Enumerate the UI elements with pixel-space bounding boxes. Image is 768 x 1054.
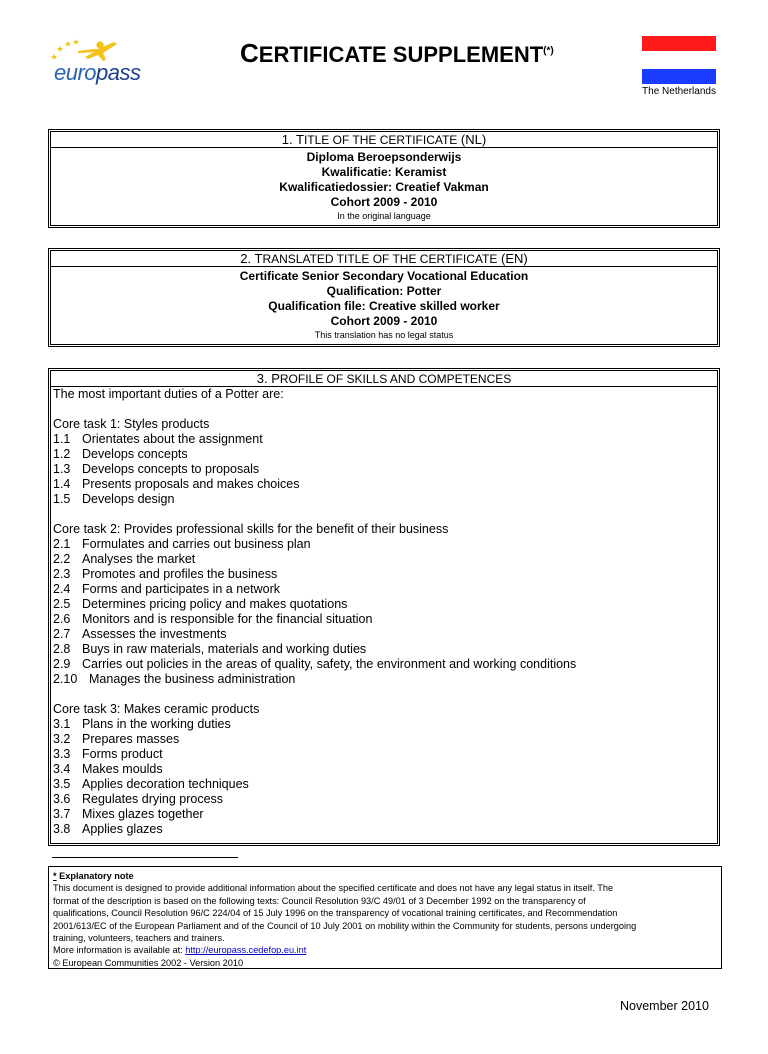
note-line: 2001/613/EC of the European Parliament and of the Council of 10 July 2001 on mobility within the Community for students, persons undergoing [53, 920, 637, 931]
section3-body [51, 387, 717, 837]
flag-blue-stripe [642, 69, 716, 84]
note-line: This document is designed to provide additional information about the specified certificate and does not have any legal status in itself. The [53, 883, 614, 894]
item-number: 3.6 [53, 792, 71, 806]
original-diploma-line: Diploma Beroepsonderwijs [306, 150, 462, 164]
list-item [53, 672, 717, 687]
copyright-line: © European Communities 2002 - Version 2010 [53, 957, 244, 968]
title-initial: C [240, 38, 259, 68]
item-number: 2.2 [53, 552, 71, 566]
item-number: 1.2 [53, 447, 71, 461]
europass-logo [48, 36, 148, 90]
section3-heading-text: ROFILE OF SKILLS AND COMPETENCES [279, 372, 512, 386]
item-text: Develops design [82, 492, 175, 506]
item-text: Applies decoration techniques [82, 777, 249, 791]
title-rest: ERTIFICATE SUPPLEMENT [258, 42, 544, 67]
list-item [53, 537, 717, 552]
list-item [53, 462, 717, 477]
section1-heading-text: ITLE OF THE CERTIFICATE [303, 133, 458, 147]
item-number: 3.8 [53, 822, 71, 836]
item-text: Mixes glazes together [82, 807, 204, 821]
note-line: qualifications, Council Resolution 96/C 224/04 of 15 July 1996 on the transparency of vocational training certificates, and Recommendation [53, 908, 618, 919]
list-item [53, 447, 717, 462]
original-cohort-line: Cohort 2009 - 2010 [330, 195, 438, 209]
note-line: format of the description is based on the following texts: Council Resolution 93/C 49/01 of 3 December 1992 on the transparency of [53, 895, 586, 906]
list-item [53, 822, 717, 837]
europass-link[interactable]: http://europass.cedefop.eu.int [185, 945, 307, 956]
item-number: 1.5 [53, 492, 71, 506]
section-skills-competences [48, 368, 720, 846]
footnote-star: * [53, 871, 57, 881]
more-info-line [53, 944, 717, 956]
document-date: November 2010 [620, 999, 709, 1013]
section1-heading-lang: (NL) [457, 132, 487, 147]
item-number: 3.2 [53, 732, 71, 746]
list-item [53, 792, 717, 807]
flag-red-stripe [642, 36, 716, 51]
item-text: Develops concepts [82, 447, 188, 461]
original-dossier-line: Kwalificatiedossier: Creatief Vakman [279, 180, 489, 194]
item-text: Prepares masses [82, 732, 180, 746]
item-text: Buys in raw materials, materials and working duties [82, 642, 367, 656]
footnote-separator [52, 857, 238, 858]
item-text: Makes moulds [82, 762, 163, 776]
translated-file-line: Qualification file: Creative skilled worker [268, 299, 500, 313]
item-text: Orientates about the assignment [82, 432, 263, 446]
item-number: 2.6 [53, 612, 71, 626]
item-number: 1.4 [53, 477, 71, 491]
item-number: 1.1 [53, 432, 71, 446]
item-text: Forms and participates in a network [82, 582, 281, 596]
document-title [240, 38, 554, 69]
list-item [53, 552, 717, 567]
item-text: Monitors and is responsible for the financial situation [82, 612, 373, 626]
item-text: Promotes and profiles the business [82, 567, 278, 581]
list-item [53, 582, 717, 597]
core-task-1-title: Core task 1: Styles products [53, 417, 210, 431]
list-item [53, 432, 717, 447]
list-item [53, 567, 717, 582]
more-info-text: More information is available at: [53, 945, 186, 956]
translated-certificate-line: Certificate Senior Secondary Vocational Education [239, 269, 529, 283]
netherlands-flag-icon [642, 36, 716, 84]
item-text: Plans in the working duties [82, 717, 231, 731]
list-item [53, 762, 717, 777]
list-item [53, 807, 717, 822]
item-number: 2.4 [53, 582, 71, 596]
item-text: Manages the business administration [89, 672, 296, 686]
item-number: 3.3 [53, 747, 71, 761]
country-label: The Netherlands [642, 86, 716, 97]
translated-qualification-line: Qualification: Potter [326, 284, 442, 298]
explanatory-note [48, 866, 722, 969]
flag-white-stripe [642, 51, 716, 69]
item-number: 2.7 [53, 627, 71, 641]
title-superscript: (*) [543, 45, 554, 57]
item-number: 2.8 [53, 642, 71, 656]
item-text: Presents proposals and makes choices [82, 477, 300, 491]
list-item [53, 642, 717, 657]
section1-heading [51, 132, 717, 148]
item-text: Forms product [82, 747, 163, 761]
logo-wordmark [54, 60, 141, 86]
duties-intro: The most important duties of a Potter are: [53, 387, 284, 401]
list-item [53, 657, 717, 672]
item-number: 1.3 [53, 462, 71, 476]
item-number: 2.9 [53, 657, 71, 671]
section2-heading-num: 2. T [240, 251, 263, 266]
section2-heading [51, 251, 717, 267]
list-item [53, 597, 717, 612]
item-text: Formulates and carries out business plan [82, 537, 311, 551]
item-text: Applies glazes [82, 822, 163, 836]
list-item [53, 777, 717, 792]
legal-status-note: This translation has no legal status [314, 330, 454, 340]
section1-body [51, 148, 717, 222]
item-text: Assesses the investments [82, 627, 227, 641]
item-number: 3.4 [53, 762, 71, 776]
item-text: Regulates drying process [82, 792, 224, 806]
section2-heading-text: RANSLATED TITLE OF THE CERTIFICATE [262, 252, 498, 266]
item-number: 3.5 [53, 777, 71, 791]
item-text: Determines pricing policy and makes quotations [82, 597, 348, 611]
list-item [53, 717, 717, 732]
list-item [53, 477, 717, 492]
item-number: 3.1 [53, 717, 71, 731]
list-item [53, 492, 717, 507]
section-translated-title [48, 248, 720, 347]
item-text: Analyses the market [82, 552, 196, 566]
item-number: 2.5 [53, 597, 71, 611]
list-item [53, 627, 717, 642]
item-number: 2.1 [53, 537, 71, 551]
section1-heading-num: 1. T [281, 132, 304, 147]
section3-heading [51, 371, 717, 387]
translated-cohort-line: Cohort 2009 - 2010 [330, 314, 438, 328]
section3-heading-num: 3. P [256, 371, 280, 386]
note-line: training, volunteers, teachers and trainers. [53, 933, 225, 944]
logo-pass-text: pass [96, 60, 141, 85]
item-text: Develops concepts to proposals [82, 462, 260, 476]
section2-heading-lang: (EN) [497, 251, 528, 266]
original-language-note: In the original language [337, 211, 431, 221]
item-number: 2.10 [53, 672, 78, 686]
core-task-2-title: Core task 2: Provides professional skills for the benefit of their business [53, 522, 449, 536]
list-item [53, 747, 717, 762]
section2-body [51, 267, 717, 341]
logo-euro-text: euro [54, 60, 97, 85]
core-task-3-title: Core task 3: Makes ceramic products [53, 702, 260, 716]
item-text: Carries out policies in the areas of quality, safety, the environment and working conditions [82, 657, 577, 671]
list-item [53, 732, 717, 747]
footnote-title-text: Explanatory note [56, 871, 134, 881]
section-original-title [48, 129, 720, 228]
explanatory-note-title [53, 870, 717, 882]
list-item [53, 612, 717, 627]
item-number: 2.3 [53, 567, 71, 581]
item-number: 3.7 [53, 807, 71, 821]
original-qualification-line: Kwalificatie: Keramist [321, 165, 447, 179]
